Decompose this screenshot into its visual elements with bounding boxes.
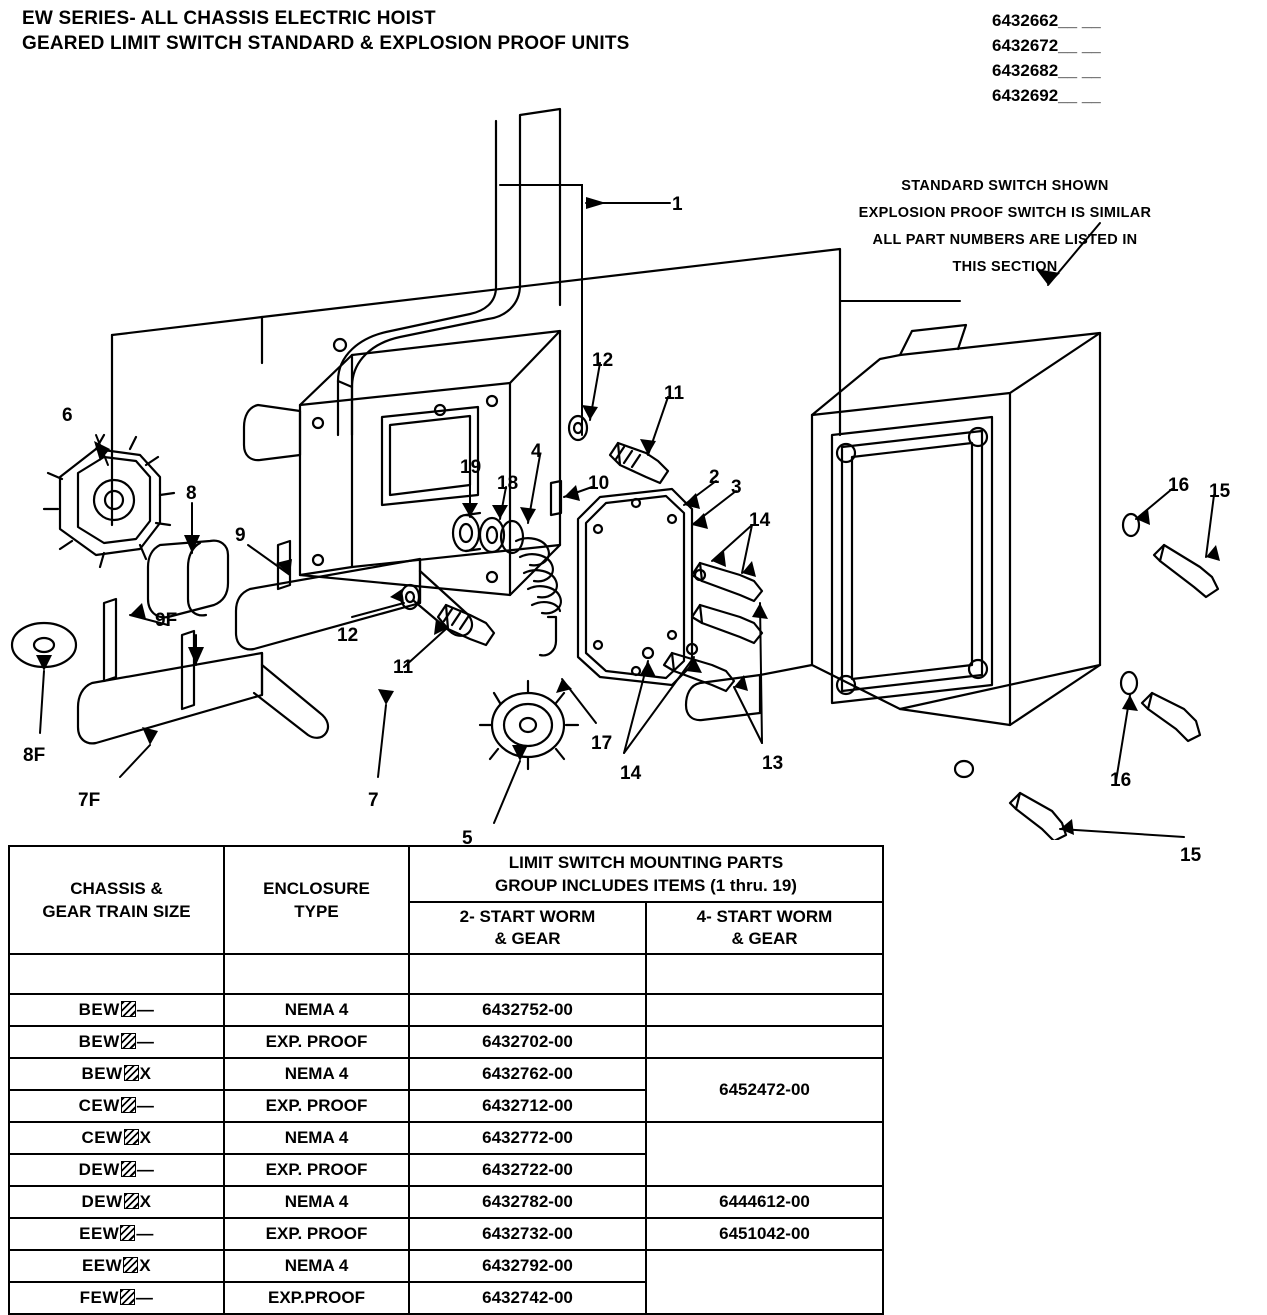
cell-model (9, 1154, 224, 1186)
spacer-cell (409, 954, 646, 994)
cell-four-start (646, 1250, 883, 1314)
hatched-square-icon (124, 1065, 139, 1081)
part-number-list (992, 8, 1101, 108)
model-suffix: — (136, 1224, 154, 1243)
page-title-line-1: EW SERIES- ALL CHASSIS ELECTRIC HOIST (22, 8, 436, 29)
hatched-square-icon (123, 1257, 138, 1273)
model-prefix: DEW (81, 1192, 123, 1211)
table-row (9, 1186, 883, 1218)
parts-table (8, 845, 884, 1315)
cell-two-start: 6432792-00 (409, 1250, 646, 1282)
table-row (9, 1058, 883, 1090)
callout-17: 17 (591, 733, 613, 754)
cell-two-start: 6432722-00 (409, 1154, 646, 1186)
spacer-cell (646, 954, 883, 994)
cell-two-start: 6432712-00 (409, 1090, 646, 1122)
hatched-square-icon (124, 1193, 139, 1209)
cell-two-start: 6432782-00 (409, 1186, 646, 1218)
model-suffix: X (139, 1192, 152, 1211)
header-chassis-line1: CHASSIS & (70, 879, 163, 898)
note-line: ALL PART NUMBERS ARE LISTED IN (872, 232, 1138, 248)
header-2start-line2: & GEAR (494, 929, 561, 948)
drawing-note (855, 173, 1155, 281)
cell-enclosure: EXP.PROOF (224, 1282, 409, 1314)
callout-14-bottom: 14 (620, 763, 642, 784)
callout-1: 1 (672, 194, 683, 215)
cell-two-start: 6432752-00 (409, 994, 646, 1026)
model-prefix: DEW (78, 1160, 120, 1179)
model-suffix: — (135, 1288, 154, 1307)
model-suffix: — (136, 1000, 155, 1019)
table-row (9, 1026, 883, 1058)
cell-model (9, 1218, 224, 1250)
callout-11-top: 11 (664, 383, 685, 404)
model-prefix: FEW (79, 1288, 119, 1307)
callout-7f: 7F (78, 790, 101, 811)
callout-8f: 8F (23, 745, 46, 766)
model-prefix: EEW (81, 1256, 123, 1275)
hatched-square-icon (124, 1129, 139, 1145)
model-prefix: BEW (78, 1032, 120, 1051)
part-number: 6432682__ __ (992, 61, 1101, 80)
cell-enclosure: NEMA 4 (224, 1122, 409, 1154)
model-prefix: CEW (78, 1096, 120, 1115)
header-4start-line1: 4- START WORM (696, 907, 833, 926)
cell-model (9, 1058, 224, 1090)
cell-four-start: 6451042-00 (646, 1218, 883, 1250)
cell-four-start: 6452472-00 (646, 1058, 883, 1122)
model-prefix: CEW (81, 1128, 123, 1147)
header-2-start-worm (409, 902, 646, 954)
cell-enclosure: EXP. PROOF (224, 1218, 409, 1250)
callout-12-top: 12 (592, 350, 614, 371)
callout-18: 18 (497, 473, 519, 494)
cell-model (9, 1282, 224, 1314)
spacer-cell (224, 954, 409, 994)
callout-16-top: 16 (1168, 475, 1190, 496)
cell-four-start (646, 1026, 883, 1058)
callout-4: 4 (531, 441, 542, 462)
header-mounting-parts (409, 846, 883, 902)
part-number: 6432692__ __ (992, 86, 1101, 105)
cell-two-start: 6432742-00 (409, 1282, 646, 1314)
cell-enclosure: NEMA 4 (224, 1058, 409, 1090)
cell-four-start (646, 1122, 883, 1186)
model-prefix: EEW (79, 1224, 120, 1243)
cell-two-start: 6432702-00 (409, 1026, 646, 1058)
callout-9: 9 (235, 525, 246, 546)
header-enclosure-line1: ENCLOSURE (263, 879, 370, 898)
note-line: EXPLOSION PROOF SWITCH IS SIMILAR (858, 205, 1152, 221)
callout-10: 10 (588, 473, 610, 494)
model-suffix: X (139, 1128, 152, 1147)
cell-enclosure: NEMA 4 (224, 994, 409, 1026)
callout-5: 5 (462, 828, 473, 849)
callout-15-bottom: 15 (1180, 845, 1202, 866)
cell-two-start: 6432732-00 (409, 1218, 646, 1250)
callout-16-bottom: 16 (1110, 770, 1132, 791)
page-title-line-2: GEARED LIMIT SWITCH STANDARD & EXPLOSION PROOF UNITS (22, 33, 630, 54)
hatched-square-icon (121, 1001, 136, 1017)
note-line: STANDARD SWITCH SHOWN (901, 178, 1109, 194)
spacer-cell (9, 954, 224, 994)
model-prefix: BEW (81, 1064, 123, 1083)
callout-2: 2 (709, 467, 720, 488)
cell-model (9, 1026, 224, 1058)
table-row (9, 1250, 883, 1282)
cell-two-start: 6432772-00 (409, 1122, 646, 1154)
header-chassis (9, 846, 224, 954)
callout-15-top: 15 (1209, 481, 1231, 502)
hatched-square-icon (120, 1289, 135, 1305)
header-4-start-worm (646, 902, 883, 954)
table-header-row (9, 846, 883, 902)
callout-11-bottom: 11 (393, 657, 414, 678)
header-enclosure (224, 846, 409, 954)
callout-13: 13 (762, 753, 784, 774)
model-suffix: — (136, 1160, 155, 1179)
callout-9f: 9F (155, 610, 178, 631)
header-mounting-line1: LIMIT SWITCH MOUNTING PARTS (508, 853, 784, 872)
cell-model (9, 1122, 224, 1154)
model-suffix: X (139, 1256, 152, 1275)
cell-model (9, 994, 224, 1026)
header-4start-line2: & GEAR (731, 929, 798, 948)
cell-enclosure: EXP. PROOF (224, 1154, 409, 1186)
model-suffix: — (136, 1032, 155, 1051)
cell-enclosure: NEMA 4 (224, 1250, 409, 1282)
hatched-square-icon (121, 1097, 136, 1113)
cell-enclosure: EXP. PROOF (224, 1026, 409, 1058)
header-mounting-line2: GROUP INCLUDES ITEMS (1 thru. 19) (495, 876, 797, 895)
hatched-square-icon (121, 1033, 136, 1049)
cell-four-start: 6444612-00 (646, 1186, 883, 1218)
hatched-square-icon (120, 1225, 135, 1241)
callout-8: 8 (186, 483, 197, 504)
part-number: 6432672__ __ (992, 36, 1101, 55)
table-row (9, 1218, 883, 1250)
part-number: 6432662__ __ (992, 11, 1101, 30)
title-block (22, 6, 630, 56)
cell-model (9, 1090, 224, 1122)
parts-table-wrapper (8, 845, 882, 1315)
table-row (9, 994, 883, 1026)
callout-19: 19 (460, 457, 482, 478)
cell-enclosure: EXP. PROOF (224, 1090, 409, 1122)
header-2start-line1: 2- START WORM (459, 907, 596, 926)
note-line: THIS SECTION (952, 259, 1058, 275)
cell-four-start (646, 994, 883, 1026)
callout-3: 3 (731, 477, 742, 498)
callout-6: 6 (62, 405, 73, 426)
callout-7: 7 (368, 790, 379, 811)
model-suffix: — (136, 1096, 155, 1115)
table-row (9, 1122, 883, 1154)
header-enclosure-line2: TYPE (294, 902, 339, 921)
table-spacer-row (9, 954, 883, 994)
cell-two-start: 6432762-00 (409, 1058, 646, 1090)
cell-enclosure: NEMA 4 (224, 1186, 409, 1218)
model-suffix: X (139, 1064, 152, 1083)
model-prefix: BEW (78, 1000, 120, 1019)
callout-14-top: 14 (749, 510, 771, 531)
cell-model (9, 1250, 224, 1282)
callout-12-bottom: 12 (337, 625, 359, 646)
cell-model (9, 1186, 224, 1218)
hatched-square-icon (121, 1161, 136, 1177)
header-chassis-line2: GEAR TRAIN SIZE (42, 902, 191, 921)
